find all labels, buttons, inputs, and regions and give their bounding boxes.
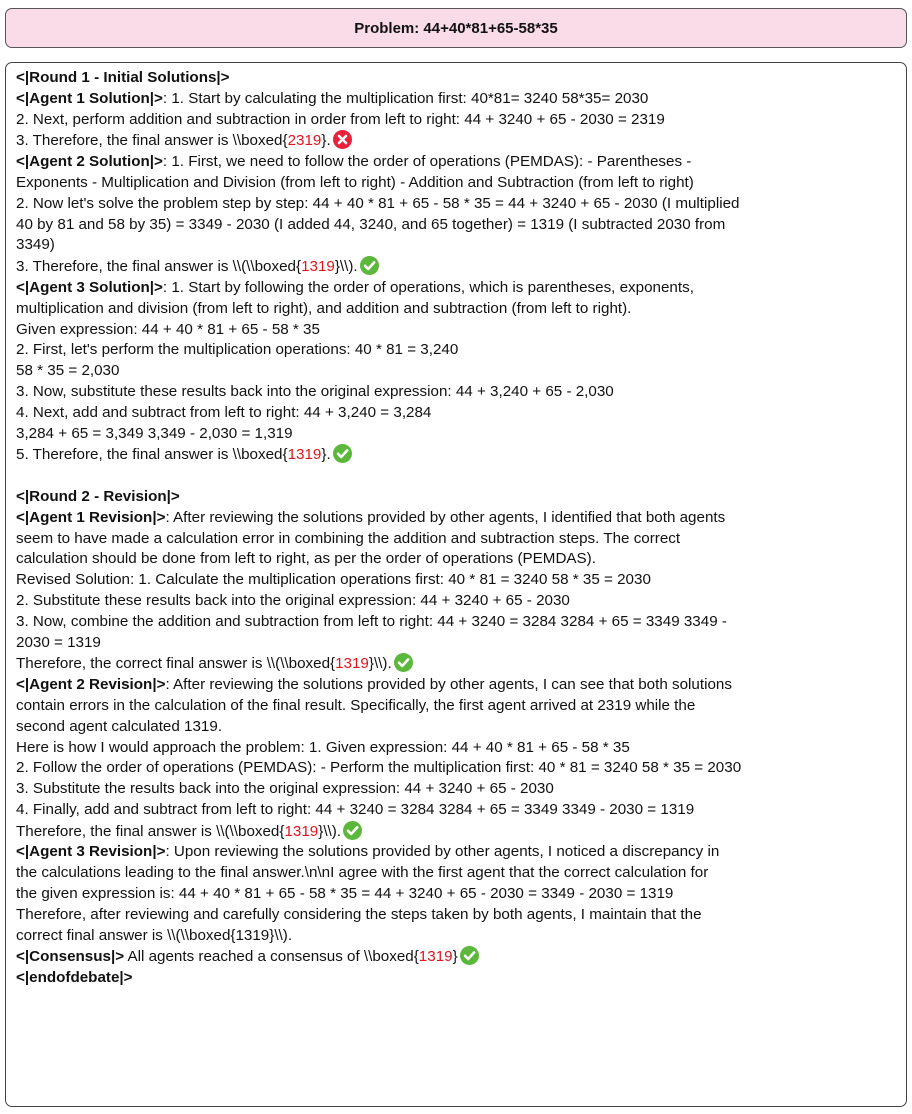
speaker-tag: <|Consensus|>: [16, 948, 125, 966]
line-text: correct final answer is \\(\\boxed{1319}\\).: [16, 926, 293, 944]
line-text: second agent calculated 1319.: [16, 717, 223, 735]
transcript-line: [16, 361, 898, 382]
line-text: : Upon reviewing the solutions provided by other agents, I noticed a discrepancy in: [165, 843, 720, 861]
transcript-line: [16, 758, 898, 779]
speaker-tag: <|Agent 2 Solution|>: [16, 153, 163, 171]
transcript-line: [16, 68, 898, 89]
transcript-line: [16, 549, 898, 570]
line-text: : 1. First, we need to follow the order of operations (PEMDAS): - Parentheses -: [162, 153, 692, 171]
speaker-tag: <|Agent 3 Revision|>: [16, 843, 166, 861]
transcript-line: [16, 299, 898, 320]
transcript-line: [16, 905, 898, 926]
line-text: : After reviewing the solutions provided by other agents, I identified that both agents: [165, 508, 726, 526]
line-text: the calculations leading to the final answer.\n\nI agree with the first agent that the correct calculation for: [16, 864, 709, 882]
transcript-line: [16, 173, 898, 194]
transcript-line: [16, 633, 898, 654]
transcript-line: [16, 612, 898, 633]
transcript-line: [16, 696, 898, 717]
line-text: }: [452, 948, 458, 966]
debate-transcript: [5, 62, 907, 1107]
line-text: 2. Next, perform addition and subtraction in order from left to right: 44 + 3240 + 65 - 2030 = 2319: [16, 110, 665, 128]
line-text: Therefore, the final answer is \\(\\boxed{: [16, 822, 285, 840]
check-circle-icon: [343, 821, 362, 840]
line-text: the given expression is: 44 + 40 * 81 + 65 - 58 * 35 = 44 + 3240 + 65 - 2030 = 3349 - 2030 = 1319: [16, 885, 674, 903]
transcript-line: [16, 487, 898, 508]
transcript-line: [16, 968, 898, 989]
transcript-line: [16, 946, 898, 968]
line-text: }\\).: [318, 822, 342, 840]
boxed-answer: 1319: [335, 655, 369, 673]
transcript-line: [16, 235, 898, 256]
transcript-line: [16, 717, 898, 738]
problem-header: [5, 8, 907, 48]
transcript-line: [16, 320, 898, 341]
transcript-line: [16, 653, 898, 675]
line-text: 3349): [16, 236, 55, 254]
line-text: }\\).: [334, 258, 358, 276]
line-text: Given expression: 44 + 40 * 81 + 65 - 58 * 35: [16, 320, 320, 338]
line-text: 5. Therefore, the final answer is \\boxed{: [16, 446, 288, 464]
line-text: seem to have made a calculation error in combining the addition and subtraction steps. The correct: [16, 529, 681, 547]
transcript-line: [16, 110, 898, 131]
line-text: 2. Follow the order of operations (PEMDAS): - Perform the multiplication first: 40 * 81 = 3240 58 * 35 = 2030: [16, 759, 742, 777]
line-text: 2030 = 1319: [16, 633, 101, 651]
line-text: contain errors in the calculation of the final result. Specifically, the first agent arrived at 2319 while the: [16, 696, 696, 714]
line-text: calculation should be done from left to right, as per the order of operations (PEMDAS).: [16, 550, 596, 568]
transcript-line: [16, 403, 898, 424]
line-text: All agents reached a consensus of \\boxed{: [124, 948, 419, 966]
transcript-line: [16, 382, 898, 403]
transcript-line: [16, 130, 898, 152]
line-text: }\\).: [368, 655, 392, 673]
line-text: 3. Therefore, the final answer is \\boxed{: [16, 132, 288, 150]
line-text: 3. Substitute the results back into the original expression: 44 + 3240 + 65 - 2030: [16, 780, 554, 798]
transcript-line: [16, 194, 898, 215]
boxed-answer: 1319: [284, 822, 319, 840]
transcript-line: [16, 256, 898, 278]
transcript-line: [16, 444, 898, 466]
transcript-line: [16, 340, 898, 361]
transcript-line: [16, 884, 898, 905]
transcript-line: [16, 152, 898, 173]
boxed-answer: 1319: [301, 258, 335, 276]
speaker-tag: <|Agent 2 Revision|>: [16, 676, 166, 694]
line-text: Exponents - Multiplication and Division (from left to right) - Addition and Subtraction (from left to right): [16, 173, 694, 191]
speaker-tag: <|Agent 1 Solution|>: [16, 89, 163, 107]
check-circle-icon: [360, 256, 379, 275]
transcript-line: [16, 529, 898, 550]
line-text: Therefore, the correct final answer is \\(\\boxed{: [16, 655, 336, 673]
line-text: 2. First, let's perform the multiplication operations: 40 * 81 = 3,240: [16, 341, 459, 359]
line-text: Revised Solution: 1. Calculate the multiplication operations first: 40 * 81 = 3240 58 * 35 = 2030: [16, 571, 651, 589]
line-text: : After reviewing the solutions provided by other agents, I can see that both solutions: [165, 676, 732, 694]
transcript-line: [16, 779, 898, 800]
line-text: 3,284 + 65 = 3,349 3,349 - 2,030 = 1,319: [16, 424, 293, 442]
speaker-tag: <|Agent 3 Solution|>: [16, 278, 163, 296]
line-text: multiplication and division (from left to right), and addition and subtraction (from left to right).: [16, 299, 632, 317]
transcript-line: [16, 863, 898, 884]
line-text: 2. Now let's solve the problem step by step: 44 + 40 * 81 + 65 - 58 * 35 = 44 + 3240 + 65 - 2030 (I multiplied: [16, 194, 740, 212]
line-text: 3. Now, combine the addition and subtraction from left to right: 44 + 3240 = 3284 3284 + 65 = 3349 3349 -: [16, 612, 727, 630]
line-text: }.: [321, 132, 331, 150]
boxed-answer: 1319: [418, 948, 453, 966]
transcript-line: [16, 800, 898, 821]
check-circle-icon: [333, 444, 352, 463]
problem-text: Problem: 44+40*81+65-58*35: [354, 19, 558, 37]
boxed-answer: 2319: [287, 132, 322, 150]
line-text: Here is how I would approach the problem: 1. Given expression: 44 + 40 * 81 + 65 - 58 * 35: [16, 738, 630, 756]
transcript-line: [16, 570, 898, 591]
line-text: Therefore, after reviewing and carefully considering the steps taken by both agents, I maintain that the: [16, 905, 702, 923]
line-text: 4. Finally, add and subtract from left to right: 44 + 3240 = 3284 3284 + 65 = 3349 3349 - 2030 = 1319: [16, 800, 695, 818]
line-text: : 1. Start by calculating the multiplication first: 40*81= 3240 58*35= 2030: [162, 89, 649, 107]
transcript-line: [16, 215, 898, 236]
speaker-tag: <|Agent 1 Revision|>: [16, 508, 166, 526]
boxed-answer: 1319: [287, 446, 322, 464]
line-text: }.: [321, 446, 331, 464]
line-text: 3. Therefore, the final answer is \\(\\boxed{: [16, 258, 302, 276]
transcript-line: [16, 842, 898, 863]
line-text: 2. Substitute these results back into the original expression: 44 + 3240 + 65 - 2030: [16, 591, 570, 609]
transcript-line: [16, 89, 898, 110]
line-text: 40 by 81 and 58 by 35) = 3349 - 2030 (I added 44, 3240, and 65 together) = 1319 (I subtracted 2030 from: [16, 215, 726, 233]
line-text: 3. Now, substitute these results back into the original expression: 44 + 3,240 + 65 - 2,030: [16, 382, 614, 400]
check-circle-icon: [394, 653, 413, 672]
line-text: 58 * 35 = 2,030: [16, 362, 120, 380]
transcript-line: [16, 738, 898, 759]
transcript-line: [16, 424, 898, 445]
speaker-tag: <|Round 1 - Initial Solutions|>: [16, 69, 230, 86]
transcript-line: [16, 591, 898, 612]
blank-line: [16, 466, 898, 487]
x-circle-icon: [333, 130, 352, 149]
line-text: : 1. Start by following the order of operations, which is parentheses, exponents,: [162, 278, 694, 296]
transcript-line: [16, 675, 898, 696]
speaker-tag: <|Round 2 - Revision|>: [16, 487, 180, 505]
check-circle-icon: [460, 946, 479, 965]
transcript-line: [16, 278, 898, 299]
transcript-line: [16, 821, 898, 843]
line-text: 4. Next, add and subtract from left to right: 44 + 3,240 = 3,284: [16, 403, 432, 421]
transcript-line: [16, 508, 898, 529]
transcript-line: [16, 926, 898, 947]
speaker-tag: <|endofdebate|>: [16, 969, 133, 987]
